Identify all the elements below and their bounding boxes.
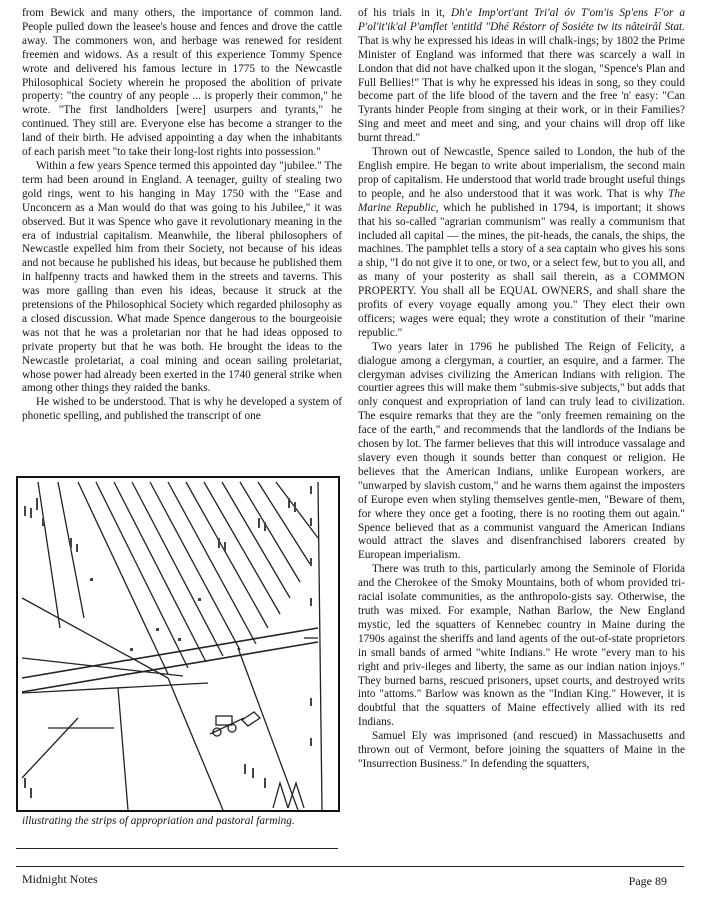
paragraph: Samuel Ely was imprisoned (and rescued) in Massachusetts and thrown out of Vermont, before joining the squatters of Maine in the "Insurrection Business." In defending the squatters, xyxy=(358,730,685,770)
text-span: , which he published in 1794, is important; it shows that his so-called "agrarian communism" was really a communism that included all capital — the mines, the pit-heads, the canals, the ships, the machines. The pamphlet tells a story of a sea captain who gives his sons a ship, "I do not give it to one, or two, or a select few, but to you all, and as many of your posterity as shall sail therein, as a COMMON PROPERTY. You shall all be EQUAL OWNERS, and shall share the profits of every voyage equally among you." They elect their own officers; wages were equal; they wrote a constitution of their "marine republic." xyxy=(358,201,685,339)
strip-farming-map-image xyxy=(18,478,338,810)
text-span: of his trials in it, xyxy=(358,7,451,19)
italic-title: The Marine Republic xyxy=(358,187,685,214)
right-column xyxy=(358,7,685,772)
paragraph: from Bewick and many others, the importance of common land. People pulled down the leasee's house and fences and drove the cattle away. The commoners won, and herbage was renewed for resident freemen and widows. As a result of this experience Tommy Spence wrote and delivered his famous lecture in 1775 to the Newcastle Philosophical Society wherein he proposed the abolition of private property: "the country of any people ... is properly their common," he wrote. "The first landholders [were] usurpers and tyrants," he continued. They still are. Everyone else has become a stranger to the land of their birth. He advised appointing a day when the inhabitants of each parish meet "to take their long-lost rights into possession." xyxy=(22,7,342,159)
publication-name: Midnight Notes xyxy=(22,872,98,886)
page-number: Page 89 xyxy=(628,874,667,888)
paragraph: Two years later in 1796 he published The Reign of Felicity, a dialogue among a clergyman, a courtier, an esquire, and a farmer. The clergyman advises civilizing the American Indians with religion. The courtier agrees this will make them "submis-sive subjects," but adds that only conquest and expropriation of land can truly lead to civilization. The esquire remarks that they are the "only freemen remaining on the face of the earth," and recommends that the landlords of the Indians be chosen by lot. The farmer believes that this will introduce vassalage and slavery even though it sounds better than conquest or religion. He believes that the American Indians, unlike European workers, are "unwarped by slavish custom," and he warns them against the imposters of Europe even when styling themselves gentle-men, "Beware of them, for where they once get a footing, there is no rooting them out again." Spence believed that as a communist vanguard the American Indians would attract the slaves and disenfranchised laborers created by European imperialism. xyxy=(358,340,685,562)
map-illustration xyxy=(16,476,340,812)
paragraph: There was truth to this, particularly among the Seminole of Florida and the Cherokee of the Smoky Mountains, both of whom provided tri-racial isolate communities, as the anthropolo-gists say. Otherwise, the truth was mixed. For example, Nathan Barlow, the New England mystic, led the squatters of Kennebec country in Maine during the 1790s against the sheriffs and land agents of the out-of-state proprietors in small bands of armed "white Indians." He wrote "every man to his right and priv-ileges and liberty, the same as our indian nation injoys." They burned barns, rescued prisoners, upset courts, and destroyed writs into "attoms." Barlow was known as the "Indian King." However, it is doubtful that the squatters of Maine effectively allied with its red Indians. xyxy=(358,563,685,729)
paragraph: Within a few years Spence termed this appointed day "jubilee." The term had been around in England. A teenager, guilty of stealing two gold rings, went to his hanging in May 1750 with the "Ease and Unconcern as a Man would do that was going to his Jubilee," it was observed. But it was Spence who gave it revolutionary meaning in the era of industrial capitalism. Meanwhile, the liberal philosophers of Newcastle expelled him from their Society, not because of his ideas and not because he published his ideas, but because he published them in halfpenny tracts and hawked them in the streets and taverns. This was more galling than even his ideas, because it struck at the pretensions of the Philosophical Society which regarded philosophy as a closed discussion. What made Spence dangerous to the bourgeoisie was not that he was a proletarian nor that he had ideas opposed to private property but that he was both. He brought the ideas to the Newcastle proletariat, a coal mining and ocean sailing proletariat, whose power had already been exerted in the 1740 general strike when among other things they raided the banks. xyxy=(22,159,342,395)
divider xyxy=(16,848,338,849)
left-column xyxy=(22,7,342,424)
italic-title: Dh'e Imp'ort'ant Tri'al óv T'om'is Sp'ens F'or a P'ol'it'ik'al P'amflet 'entitld "Dhé Réstorr of Sosiéte tw its nâteirâl Stat. xyxy=(358,7,686,33)
paragraph: He wished to be understood. That is why he developed a system of phonetic spelling, and published the transcript of one xyxy=(22,396,342,423)
text-span: Thrown out of Newcastle, Spence sailed to London, the hub of the English empire. He began to write about imperialism, the second main prop of capitalism. He understood that world trade brought useful things to people, and he also understood that it was work. That is why xyxy=(358,146,685,200)
footer-divider xyxy=(16,866,684,867)
paragraph xyxy=(358,146,685,341)
paragraph xyxy=(358,7,685,146)
text-span: That is why he expressed his ideas in will chalk-ings; by 1802 the Prime Minister of England was informed that there was scarcely a wall in London that did not have chalked upon it the slogan, "Spence's Plan and Full Bellies!" That is why he expressed his ideas in song, so they could become part of the life blood of the tavern and the free 'n' easy: "Can Tyrants hinder People from singing at their work, or in their Families? Sing and meet and meet and sing, and your chains will drop off like burnt thread." xyxy=(358,34,685,145)
figure-caption: illustrating the strips of appropriation and pastoral farming. xyxy=(22,815,295,827)
